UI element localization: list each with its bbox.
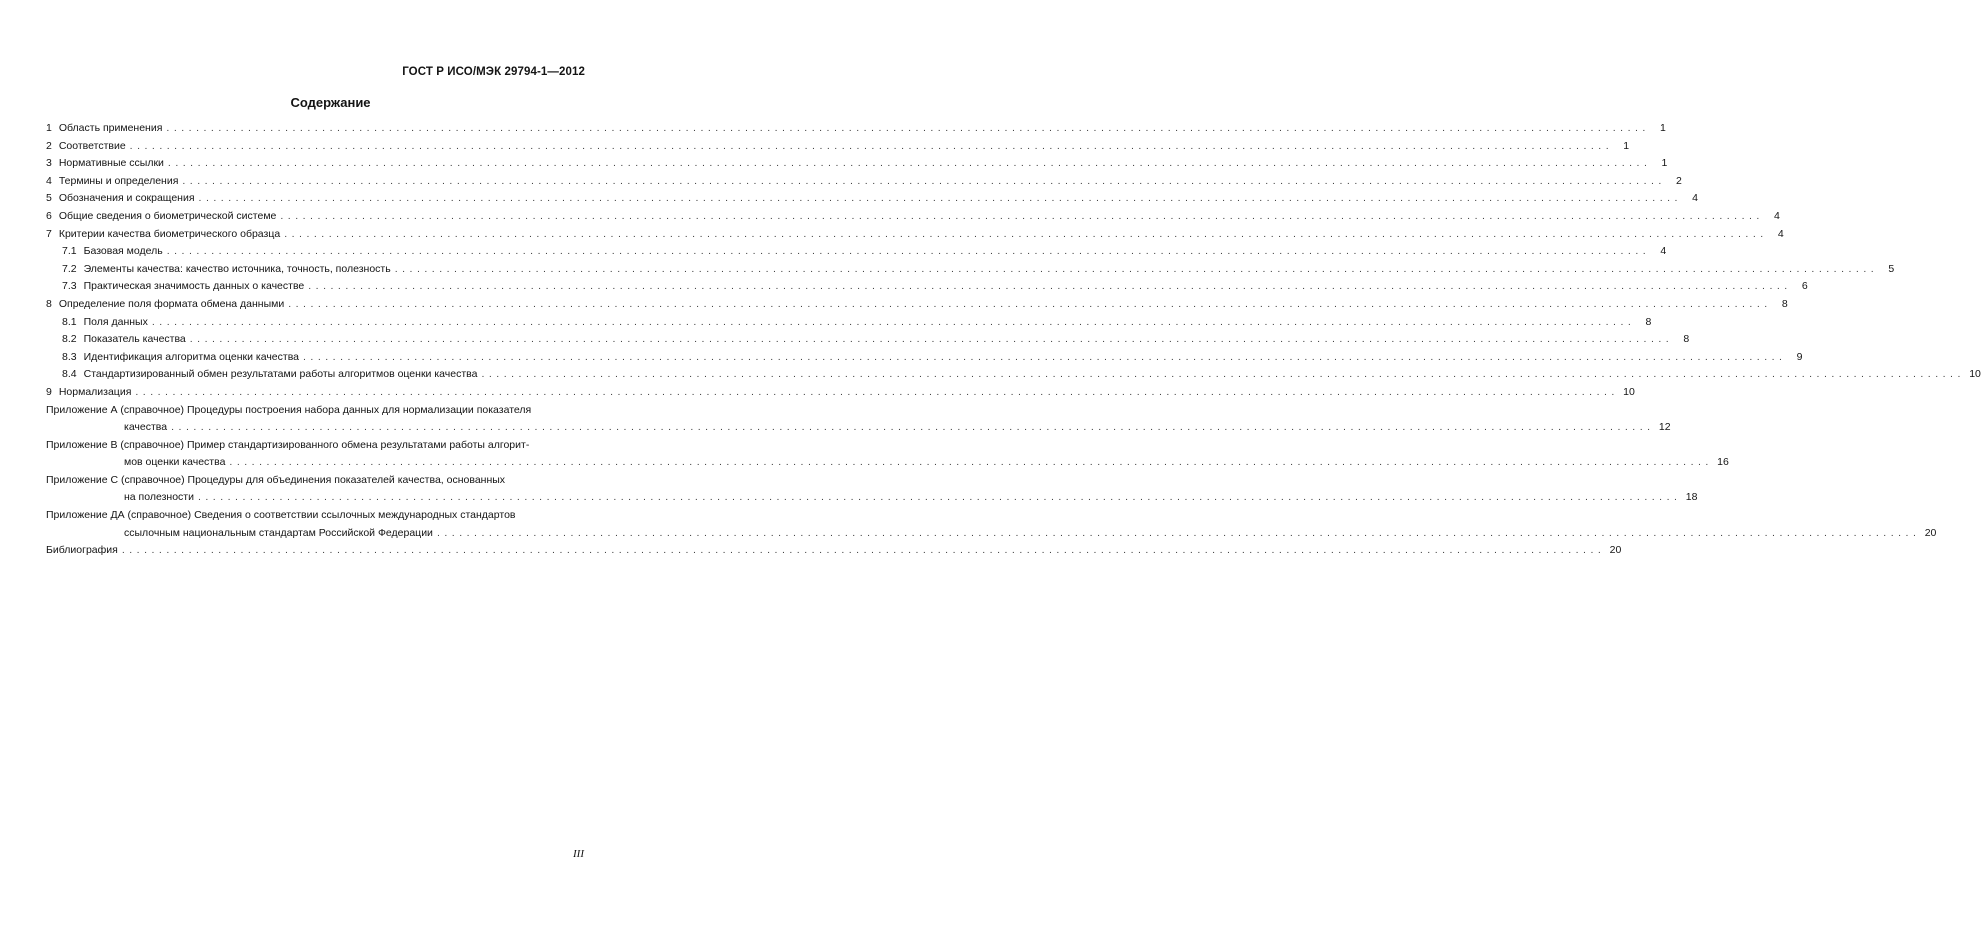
toc-entry[interactable] [46,384,1635,402]
toc-entry-page: 10 [1623,385,1635,398]
appendix-continuation [46,419,1671,437]
toc-entry-label: Соответствие [58,139,126,152]
appendix-title: Приложение ДА (справочное) Сведения о соответствии ссылочных международных стандартов [46,509,516,522]
toc-entry-page: 8 [1683,333,1690,346]
toc-entry-page: 4 [1777,227,1784,240]
appendix-continuation [46,525,1937,543]
toc-entry-page: 8 [1781,297,1788,310]
toc-entry-label: Элементы качества: качество источника, точность, полезность [83,262,391,275]
toc-subentry[interactable] [46,331,1690,349]
leader-dots: ........................................................................................................................................................................................................ [167,157,1652,170]
toc-entry-number: 8.1 [62,315,77,328]
toc-subentry[interactable] [46,366,1981,384]
appendix-title-cont: ссылочным национальным стандартам Российской Федерации [124,526,433,539]
toc-entry-label: Практическая значимость данных о качестве [83,280,305,293]
toc-subentry[interactable] [46,243,1667,261]
toc-entry-page: 5 [1888,262,1895,275]
toc-entry-page: 4 [1774,209,1780,222]
toc-entry[interactable] [46,190,1698,208]
toc-entry-number: 7.1 [62,245,77,258]
leader-dots: ........................................................................................................................................................................................................ [198,192,1682,205]
toc-entry-number: 7 [46,227,52,240]
toc-entry-label: Нормализация [58,385,132,398]
toc-entry-label: Нормативные ссылки [58,157,164,170]
toc-entry-label: Определение поля формата обмена данными [58,297,285,310]
toc-entry-number: 8 [46,297,52,310]
toc-entry[interactable] [46,173,1682,191]
toc-entry-label: Идентификация алгоритма оценки качества [83,350,299,363]
standard-header: ГОСТ Р ИСО/МЭК 29794-1—2012 [402,66,585,78]
toc-entry[interactable] [46,120,1666,138]
leader-dots: ........................................................................................................................................................................................................ [394,262,1879,275]
leader-dots: ........................................................................................................................................................................................................ [280,209,1764,222]
toc-appendix[interactable] [46,402,1671,437]
toc-entry-page: 20 [1609,544,1622,557]
appendix-title: Приложение А (справочное) Процедуры построения набора данных для нормализации показателя [46,403,532,416]
leader-dots: ........................................................................................................................................................................................................ [151,315,1636,328]
toc-entry-label: Термины и определения [58,174,179,187]
leader-dots: ........................................................................................................................................................................................................ [436,526,1921,539]
toc-subentry[interactable] [46,349,1803,367]
toc-entry-page: 10 [1969,368,1981,381]
toc-entry-label: Базовая модель [83,245,163,258]
leader-dots: ........................................................................................................................................................................................................ [166,122,1650,134]
toc-entry-label: Область применения [58,122,163,134]
toc-entry[interactable] [46,226,1784,244]
toc-entry[interactable] [46,208,1780,226]
appendix-title: Приложение С (справочное) Процедуры для объединения показателей качества, основанных [46,473,506,486]
leader-dots: ........................................................................................................................................................................................................ [129,139,1614,152]
toc-appendix[interactable] [46,437,1729,472]
appendix-continuation [46,489,1698,507]
toc-entry-page: 9 [1796,350,1803,363]
toc-entry-number: 1 [46,122,52,134]
toc-entry-number: 4 [46,174,52,187]
toc-entry-page: 6 [1801,280,1808,293]
toc-entry-number: 5 [46,192,52,205]
toc-bibliography[interactable] [46,542,1622,560]
toc-entry[interactable] [46,296,1788,314]
leader-dots: ........................................................................................................................................................................................................ [288,297,1772,310]
toc-entry-label: Обозначения и сокращения [58,192,195,205]
toc-entry-page: 16 [1717,456,1729,469]
appendix-title-cont: мов оценки качества [124,456,226,469]
toc-entry-page: 2 [1676,174,1682,187]
toc-entry-label: Общие сведения о биометрической системе [58,209,277,222]
toc-entry-number: 8.4 [62,368,77,381]
leader-dots: ........................................................................................................................................................................................................ [229,456,1713,469]
toc-entry[interactable] [46,138,1630,156]
leader-dots: ........................................................................................................................................................................................................ [189,333,1674,346]
leader-dots: ........................................................................................................................................................................................................ [121,544,1606,557]
toc-entry-label: Стандартизированный обмен результатами работы алгоритмов оценки качества [83,368,478,381]
toc-entry-page: 20 [1924,526,1937,539]
leader-dots: ........................................................................................................................................................................................................ [481,368,1965,381]
toc-entry-label: Показатель качества [83,333,186,346]
leader-dots: ........................................................................................................................................................................................................ [135,385,1619,398]
table-of-contents [46,120,1981,560]
appendix-title: Приложение В (справочное) Пример стандартизированного обмена результатами работы алгорит- [46,438,530,451]
toc-appendix[interactable] [46,507,1937,542]
appendix-title-cont: на полезности [124,491,194,504]
toc-entry-page: 8 [1645,315,1652,328]
toc-entry-page: 1 [1623,139,1630,152]
toc-entry-page: 18 [1685,491,1698,504]
toc-entry-label: Критерии качества биометрического образца [58,227,281,240]
toc-entry[interactable] [46,155,1668,173]
toc-entry-number: 9 [46,385,52,398]
toc-entry-label: Поля данных [83,315,148,328]
leader-dots: ........................................................................................................................................................................................................ [182,174,1666,187]
toc-entry-number: 2 [46,139,52,152]
toc-entry-label: Библиография [46,544,118,557]
toc-entry-number: 7.3 [62,280,77,293]
toc-title: Содержание [290,95,371,110]
leader-dots: ........................................................................................................................................................................................................ [197,491,1682,504]
toc-subentry[interactable] [46,261,1895,279]
toc-subentry[interactable] [46,278,1808,296]
toc-entry-number: 8.3 [62,350,77,363]
appendix-title-cont: качества [124,421,168,434]
toc-entry-page: 1 [1661,157,1668,170]
toc-appendix[interactable] [46,472,1698,507]
toc-entry-number: 6 [46,209,52,222]
toc-entry-page: 4 [1660,245,1667,258]
page-number: III [573,848,584,860]
toc-entry-page: 12 [1658,421,1671,434]
toc-entry-page: 4 [1692,192,1698,205]
leader-dots: ........................................................................................................................................................................................................ [166,245,1651,258]
leader-dots: ........................................................................................................................................................................................................ [171,421,1655,434]
toc-entry-page: 1 [1660,122,1666,134]
leader-dots: ........................................................................................................................................................................................................ [308,280,1792,293]
leader-dots: ........................................................................................................................................................................................................ [303,350,1787,363]
appendix-continuation [46,454,1729,472]
toc-entry-number: 3 [46,157,52,170]
leader-dots: ........................................................................................................................................................................................................ [284,227,1768,240]
toc-entry-number: 7.2 [62,262,77,275]
toc-subentry[interactable] [46,314,1652,332]
toc-entry-number: 8.2 [62,333,77,346]
